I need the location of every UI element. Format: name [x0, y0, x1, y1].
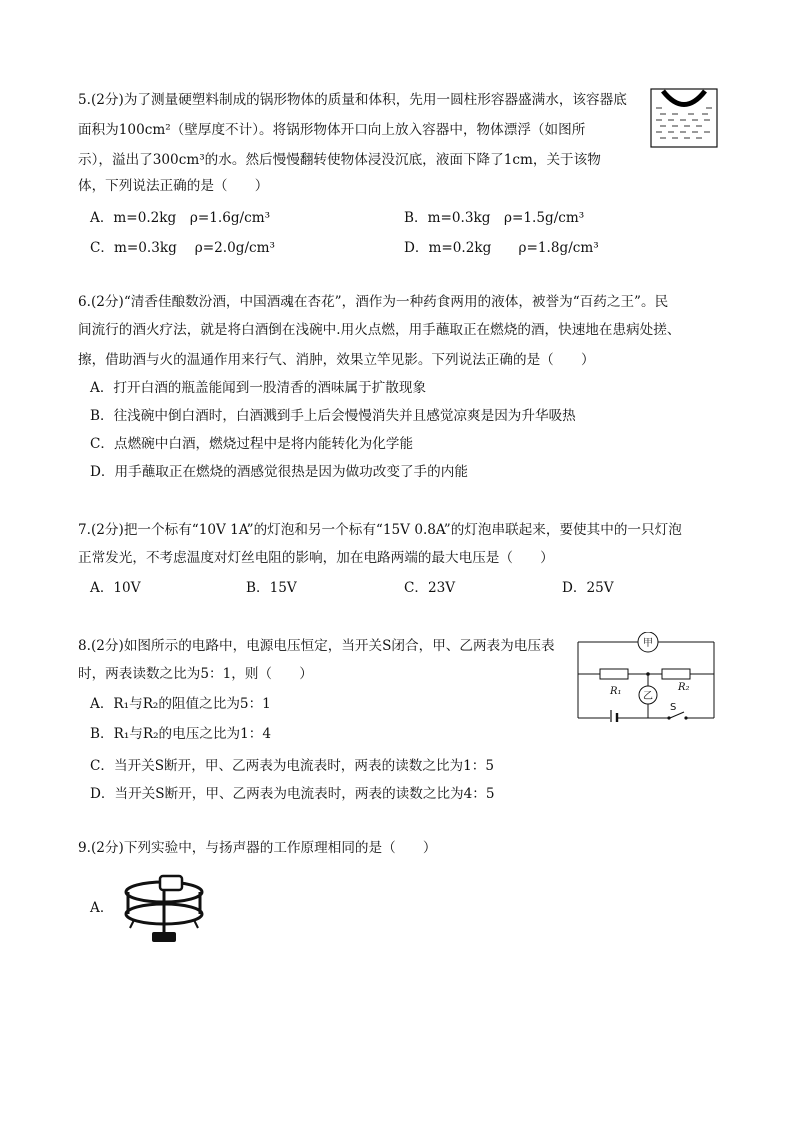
q8-option-a: A．R₁与R₂的阻值之比为5：1: [90, 696, 271, 712]
q6-line-1: 6.(2分)“清香佳酿数汾酒，中国酒魂在杏花”，酒作为一种药食两用的液体，被誉为“百药之王”。民: [78, 294, 669, 310]
q7-option-b: B．15V: [246, 580, 297, 596]
circuit-label-r1: R₁: [610, 686, 622, 697]
coil-magnet-experiment-figure: [120, 870, 210, 950]
q7-option-d: D．25V: [562, 580, 614, 596]
q6-option-d: D．用手蘸取正在燃烧的酒感觉很热是因为做功改变了手的内能: [90, 464, 468, 480]
circuit-label-r2: R₂: [678, 682, 690, 693]
q5-option-d: D．m=0.2kg ρ=1.8g/cm³: [404, 240, 599, 256]
q7-line-2: 正常发光，不考虑温度对灯丝电阻的影响，加在电路两端的最大电压是（ ）: [78, 550, 554, 566]
q7-option-c: C．23V: [404, 580, 456, 596]
q6-line-2: 间流行的酒火疗法，就是将白酒倒在浅碗中.用火点燃，用手蘸取正在燃烧的酒，快速地在患病处搓、: [78, 322, 681, 338]
q8-line-2: 时，两表读数之比为5：1，则（ ）: [78, 666, 313, 682]
q5-option-b: B．m=0.3kg ρ=1.5g/cm³: [404, 210, 585, 226]
circuit-meter-yi: 乙: [643, 691, 653, 702]
circuit-diagram: [574, 632, 718, 722]
q6-line-3: 擦，借助酒与火的温通作用来行气、消肿，效果立竿见影。下列说法正确的是（ ）: [78, 352, 595, 368]
q5-line-4: 体，下列说法正确的是（ ）: [78, 178, 269, 194]
q9-option-a: A．: [90, 900, 114, 916]
q9-line-1: 9.(2分)下列实验中，与扬声器的工作原理相同的是（ ）: [78, 840, 437, 856]
q5-line-1: 5.(2分)为了测量硬塑料制成的锅形物体的质量和体积，先用一圆柱形容器盛满水，该容器底: [78, 92, 627, 108]
circuit-label-s: S: [670, 702, 677, 713]
circuit-meter-jia: 甲: [643, 638, 653, 649]
q6-option-a: A．打开白酒的瓶盖能闻到一股清香的酒味属于扩散现象: [90, 380, 427, 396]
q6-option-b: B．往浅碗中倒白酒时，白酒溅到手上后会慢慢消失并且感觉凉爽是因为升华吸热: [90, 408, 576, 424]
q7-line-1: 7.(2分)把一个标有“10V 1A”的灯泡和另一个标有“15V 0.8A”的灯泡串联起来，要使其中的一只灯泡: [78, 522, 682, 538]
q8-option-d: D．当开关S断开，甲、乙两表为电流表时，两表的读数之比为4：5: [90, 786, 495, 802]
q5-option-a: A．m=0.2kg ρ=1.6g/cm³: [90, 210, 271, 226]
q6-option-c: C．点燃碗中白酒，燃烧过程中是将内能转化为化学能: [90, 436, 414, 452]
q8-option-c: C．当开关S断开，甲、乙两表为电流表时，两表的读数之比为1：5: [90, 758, 495, 774]
q5-option-c: C．m=0.3kg ρ=2.0g/cm³: [90, 240, 275, 256]
q7-option-a: A．10V: [90, 580, 141, 596]
floating-pot-figure: [650, 88, 718, 148]
q8-option-b: B．R₁与R₂的电压之比为1：4: [90, 726, 271, 742]
q8-line-1: 8.(2分)如图所示的电路中，电源电压恒定，当开关S闭合，甲、乙两表为电压表: [78, 638, 555, 654]
q5-line-2: 面积为100cm²（壁厚度不计）。将锅形物体开口向上放入容器中，物体漂浮（如图所: [78, 122, 586, 138]
q5-line-3: 示），溢出了300cm³的水。然后慢慢翻转使物体浸没沉底，液面下降了1cm，关于该物: [78, 152, 601, 168]
